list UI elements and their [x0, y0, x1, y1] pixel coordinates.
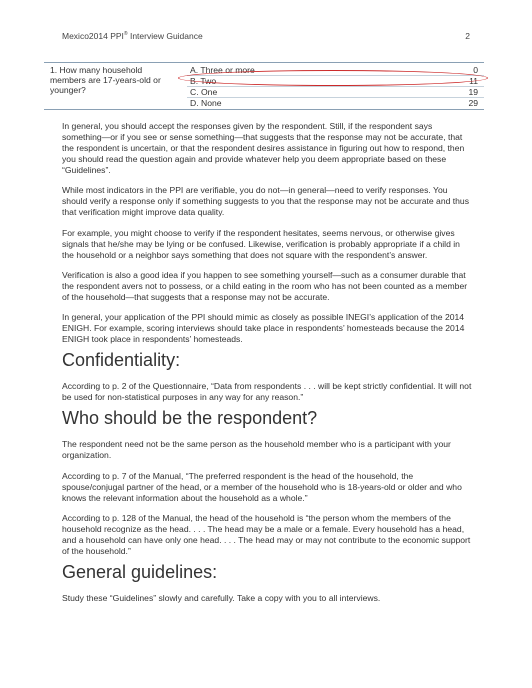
paragraph: The respondent need not be the same person as the household member who is a participant with your organization. [62, 439, 451, 460]
paragraph: In general, your application of the PPI should mimic as closely as possible INEGI’s application of the 2014 ENIGH. For example, scoring interviews should take place in respondents’ homesteads because the 2014 ENIGH took place in respondents’ homesteads. [62, 312, 465, 344]
option-points: 11 [469, 76, 478, 86]
document-title [62, 31, 203, 41]
paragraph: According to p. 2 of the Questionnaire, “Data from respondents . . . will be kept strictly confidential. It will not be used for non-statistical purposes in any way for any reason.” [62, 381, 472, 402]
option-points: 29 [468, 98, 478, 108]
section-heading-guidelines: General guidelines: [62, 562, 218, 582]
option-label: C. One [190, 87, 218, 97]
paragraph: In general, you should accept the responses given by the respondent. Still, if the respondent says something—or if you see or sense something—that suggests that the response may not be accurate, that the respondent is uncertain, or that the respondent desires assistance in figuring out how to respond, then you should read the question again and provide whatever help you deem appropriate based on these “Guidelines”. [62, 121, 465, 175]
section-heading-confidentiality: Confidentiality: [62, 350, 181, 370]
paragraph: According to p. 7 of the Manual, “The preferred respondent is the head of the household, the spouse/conjugal partner of the head, or a member of the household who is 18-years-old or older and who knows the relevant information about the household as a whole.” [62, 471, 462, 503]
page-header [62, 31, 470, 43]
question-text: 1. How many household members are 17-years-old or younger? [50, 65, 161, 95]
option-label: B. Two [190, 76, 217, 86]
title-main: Mexico2014 PPI [62, 31, 124, 41]
section-heading-respondent: Who should be the respondent? [62, 408, 318, 428]
paragraph: While most indicators in the PPI are verifiable, you do not—in general—need to verify responses. You should verify a response only if something suggests to you that the response may not be accurate and thus that verification might improve data quality. [62, 185, 470, 217]
registered-mark: ® [123, 31, 128, 38]
option-row [187, 87, 484, 98]
question-table [44, 62, 484, 110]
option-points: 0 [473, 65, 478, 75]
option-row [187, 98, 484, 108]
highlight-ellipse [178, 70, 488, 86]
option-label: A. Three or more [190, 65, 255, 75]
page-number: 2 [465, 31, 470, 41]
paragraph: According to p. 128 of the Manual, the head of the household is “the person whom the members of the household recognize as the head. . . . The head may be a male or a female. Every household has a head, and a household can have only one head. . . . The head may or may not contribute to the economic support of the household.” [62, 513, 471, 556]
option-label: D. None [190, 98, 222, 108]
paragraph: For example, you might choose to verify if the respondent hesitates, seems nervous, or otherwise gives signals that he/she may be lying or be confused. Likewise, verification is probably appropriate if a child in the household or a neighbor says something that does not square with the respondent’s answer. [62, 228, 460, 260]
title-suffix: Interview Guidance [127, 31, 203, 41]
option-points: 19 [468, 87, 478, 97]
paragraph: Study these “Guidelines” slowly and carefully. Take a copy with you to all interviews. [62, 593, 381, 603]
paragraph: Verification is also a good idea if you happen to see something yourself—such as a consumer durable that the respondent avers not to possess, or a child eating in the room who has not been counted as a member of the household—that suggests that a response may not be accurate. [62, 270, 468, 302]
